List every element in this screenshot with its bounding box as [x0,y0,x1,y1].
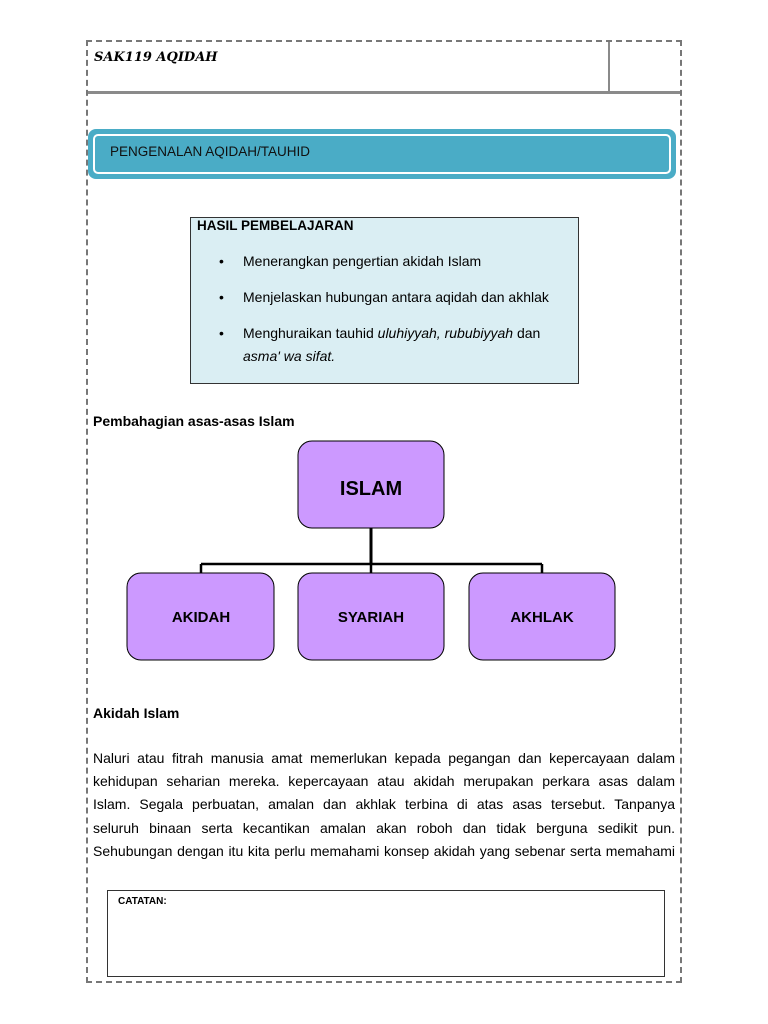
outcome-text-italic: uluhiyyah, rububiyyah [377,325,514,341]
outcome-text-mid: dan [513,325,541,341]
course-title: SAK119 AQIDAH [94,50,218,65]
connector-lines [201,528,542,573]
node-akidah-label: AKIDAH [171,609,231,626]
node-islam-label: ISLAM [339,478,403,500]
outcome-text: Menjelaskan hubungan antara aqidah dan akhlak [243,289,549,305]
bullet-icon: • [219,289,224,305]
outcome-text-prefix: Menghuraikan tauhid [243,325,378,341]
paragraph-line: Islam. Segala perbuatan, amalan dan akhlak terbina di atas asas tersebut. Tanpanya [93,796,675,813]
akidah-paragraph [93,747,675,863]
bullet-icon: • [219,253,224,269]
chapter-title: PENGENALAN AQIDAH/TAUHID [110,144,311,159]
paragraph-line: Sehubungan dengan itu kita perlu memahami konsep akidah yang sebenar serta memahami [93,842,675,859]
outcome-text-italic-2: asma' wa sifat. [243,348,336,364]
paragraph-line: kehidupan seharian mereka. kepercayaan atau akidah merupakan perkara asas dalam [93,773,675,790]
outcome-text: Menerangkan pengertian akidah Islam [243,253,482,269]
notes-label: CATATAN: [118,896,167,907]
learning-outcomes-heading: HASIL PEMBELAJARAN [197,218,354,233]
node-akhlak-label: AKHLAK [510,609,574,626]
paragraph-line: Naluri atau fitrah manusia amat memerlukan kepada pegangan dan kepercayaan dalam [93,750,675,766]
paragraph-line: seluruh binaan serta kecantikan amalan akan roboh dan tidak berguna sedikit pun. [93,819,675,836]
notes-box [107,890,665,977]
bullet-icon: • [219,325,224,341]
division-heading: Pembahagian asas-asas Islam [93,413,295,429]
node-syariah-label: SYARIAH [337,609,405,626]
akidah-heading: Akidah Islam [93,705,180,721]
